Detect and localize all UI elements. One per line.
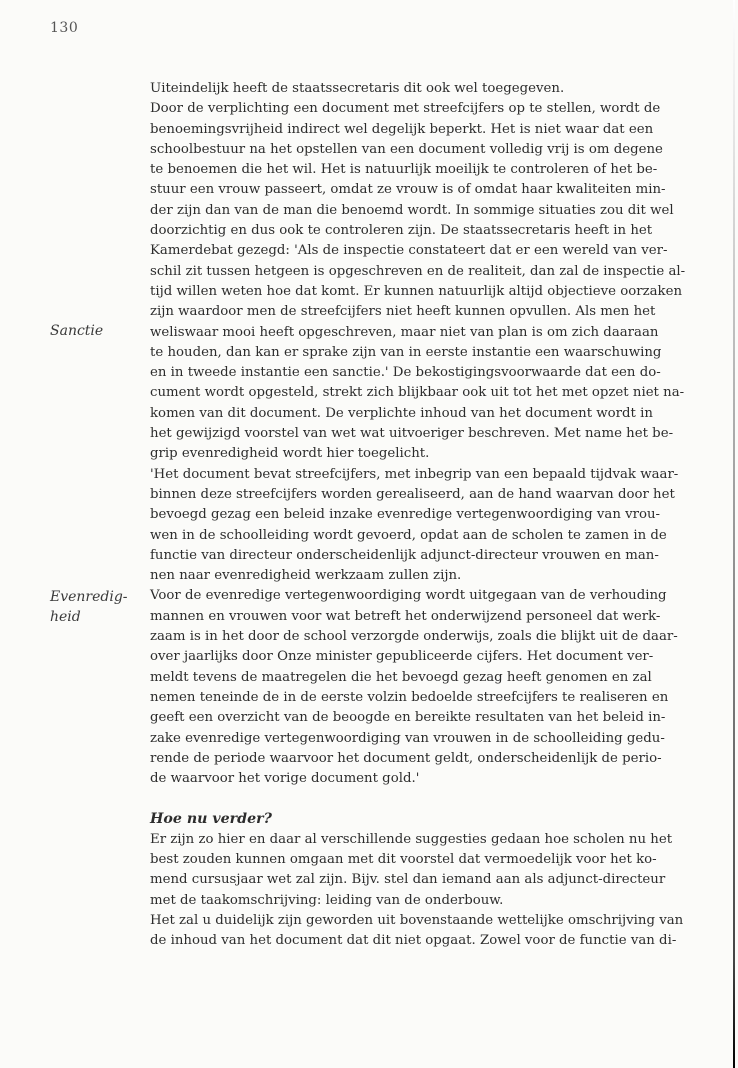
text-line: bevoegd gezag een beleid inzake evenredige vertegenwoordiging van vrou- (150, 507, 661, 523)
text-line: Uiteindelijk heeft de staatssecretaris dit ook wel toegegeven. (150, 81, 565, 96)
text-line: mend cursusjaar wet zal zijn. Bijv. stel dan iemand aan als adjunct-directeur (150, 872, 666, 888)
text-line: de inhoud van het document dat dit niet opgaat. Zowel voor de functie van di- (150, 933, 677, 949)
text-line: met de taakomschrijving: leiding van de onderbouw. (150, 892, 504, 908)
section-heading: Hoe nu verder? (150, 811, 272, 828)
text-line: geeft een overzicht van de beoogde en bereikte resultaten van het beleid in- (150, 710, 666, 726)
text-line: schil zit tussen hetgeen is opgeschreven en de realiteit, dan zal de inspectie al- (150, 263, 686, 279)
text-line: Voor de evenredige vertegenwoordiging wordt uitgegaan van de verhouding (150, 588, 667, 604)
margin-note-evenredigheid (50, 587, 128, 627)
text-line: nen naar evenredigheid werkzaam zullen zijn. (150, 568, 462, 584)
text-line: stuur een vrouw passeert, omdat ze vrouw is of omdat haar kwaliteiten min- (150, 182, 666, 198)
text-line: binnen deze streefcijfers worden gerealiseerd, aan de hand waarvan door het (150, 486, 675, 502)
text-line: 'Het document bevat streefcijfers, met inbegrip van een bepaald tijdvak waar- (150, 466, 679, 482)
closing-paragraphs (150, 830, 708, 952)
margin-note-sanctie (50, 321, 103, 341)
text-line: te houden, dan kan er sprake zijn van in eerste instantie een waarschuwing (150, 344, 662, 360)
text-line: benoemingsvrijheid indirect wel degelijk beperkt. Het is niet waar dat een (150, 121, 654, 137)
text-line: wen in de schoolleiding wordt gevoerd, opdat aan de scholen te zamen in de (150, 527, 667, 543)
text-line: zijn waardoor men de streefcijfers niet heeft kunnen opvullen. Als men het (150, 304, 656, 320)
text-line: rende de periode waarvoor het document geldt, onderscheidenlijk de perio- (150, 750, 662, 766)
text-line: doorzichtig en dus ook te controleren zijn. De staatssecretaris heeft in het (150, 223, 653, 239)
text-line: best zouden kunnen omgaan met dit voorstel dat vermoedelijk voor het ko- (150, 851, 657, 867)
text-line: de waarvoor het vorige document gold.' (150, 771, 420, 787)
text-line: mannen en vrouwen voor wat betreft het onderwijzend personeel dat werk- (150, 608, 661, 624)
margin-note-line: heid (50, 609, 81, 625)
text-line: Kamerdebat gezegd: 'Als de inspectie constateert dat er een wereld van ver- (150, 243, 668, 259)
text-line: en in tweede instantie een sanctie.' De bekostigingsvoorwaarde dat een do- (150, 365, 661, 381)
text-line: Er zijn zo hier en daar al verschillende suggesties gedaan hoe scholen nu het (150, 831, 673, 847)
text-line: grip evenredigheid wordt hier toegelicht. (150, 446, 430, 462)
text-line: functie van directeur onderscheidenlijk adjunct-directeur vrouwen en man- (150, 547, 659, 563)
margin-note-line: Evenredig- (50, 589, 128, 605)
margin-note-line: Sanctie (50, 323, 104, 339)
body-text (150, 79, 708, 951)
text-line: tijd willen weten hoe dat komt. Er kunnen natuurlijk altijd objectieve oorzaken (150, 283, 683, 299)
page-edge (733, 0, 735, 1068)
text-line: weliswaar mooi heeft opgeschreven, maar niet van plan is om zich daaraan (150, 324, 659, 340)
text-line: cument wordt opgesteld, strekt zich blijkbaar ook uit tot het met opzet niet na- (150, 385, 685, 401)
text-line: nemen teneinde de in de eerste volzin bedoelde streefcijfers te realiseren en (150, 689, 669, 705)
text-line: meldt tevens de maatregelen die het bevoegd gezag heeft genomen en zal (150, 669, 652, 685)
text-line: over jaarlijks door Onze minister gepubliceerde cijfers. Het document ver- (150, 649, 654, 665)
text-line: zaam is in het door de school verzorgde onderwijs, zoals die blijkt uit de daar- (150, 629, 678, 645)
page-number: 130 (50, 20, 79, 36)
text-line: zake evenredige vertegenwoordiging van vrouwen in de schoolleiding gedu- (150, 730, 665, 746)
text-line: schoolbestuur na het opstellen van een document volledig vrij is om degene (150, 141, 663, 157)
main-paragraphs (150, 79, 708, 789)
text-line: te benoemen die het wil. Het is natuurlijk moeilijk te controleren of het be- (150, 162, 658, 178)
text-line: Het zal u duidelijk zijn geworden uit bovenstaande wettelijke omschrijving van (150, 912, 684, 928)
text-line: Door de verplichting een document met streefcijfers op te stellen, wordt de (150, 101, 661, 117)
text-line: der zijn dan van de man die benoemd wordt. In sommige situaties zou dit wel (150, 202, 674, 218)
text-line: komen van dit document. De verplichte inhoud van het document wordt in (150, 405, 653, 421)
text-line: het gewijzigd voorstel van wet wat uitvoeriger beschreven. Met name het be- (150, 426, 674, 442)
